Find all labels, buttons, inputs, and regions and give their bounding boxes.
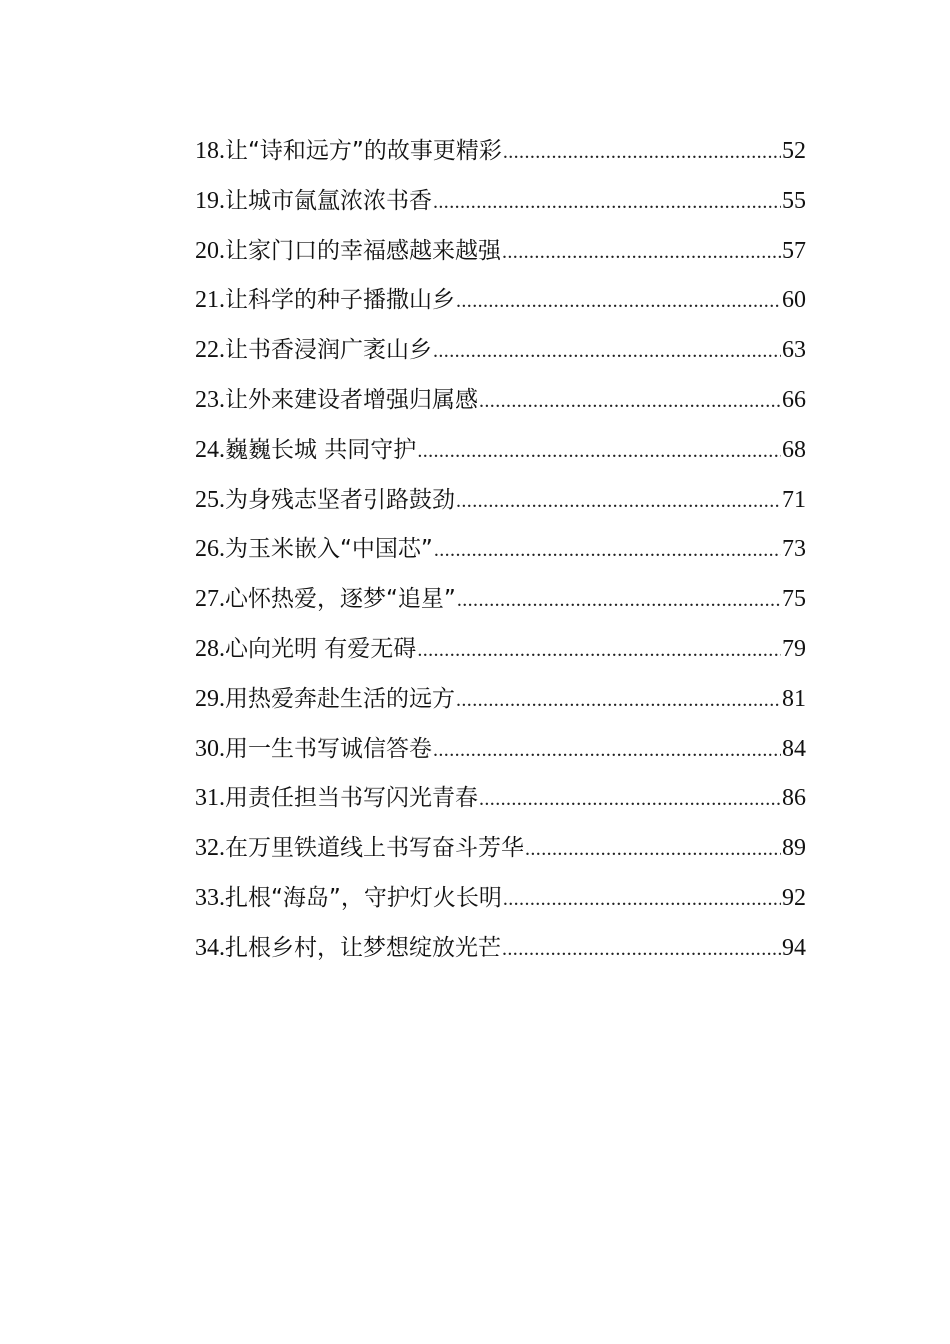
dot-leader [433, 730, 781, 770]
toc-entry[interactable] [195, 679, 806, 729]
toc-entry-page: 66 [782, 386, 806, 413]
toc-entry[interactable] [195, 629, 806, 679]
toc-entry[interactable] [195, 181, 806, 231]
dot-leader [502, 232, 781, 272]
toc-entry[interactable] [195, 828, 806, 878]
toc-entry-number: 20. [195, 237, 225, 264]
toc-entry-title: 让科学的种子播撒山乡 [225, 287, 455, 314]
dot-leader [433, 182, 781, 222]
dot-leader [525, 829, 781, 869]
dot-leader [433, 331, 781, 371]
toc-entry-title: 让家门口的幸福感越来越强 [225, 237, 501, 264]
toc-entry-page: 68 [782, 436, 806, 463]
dot-leader [434, 530, 781, 570]
toc-entry-page: 84 [782, 735, 806, 762]
toc-entry-number: 24. [195, 436, 225, 463]
table-of-contents [195, 131, 806, 978]
toc-entry[interactable] [195, 529, 806, 579]
toc-entry-number: 22. [195, 337, 225, 364]
dot-leader [479, 381, 781, 421]
toc-entry-number: 29. [195, 685, 225, 712]
toc-entry[interactable] [195, 430, 806, 480]
toc-entry-number: 33. [195, 884, 225, 911]
dot-leader [417, 630, 781, 670]
toc-entry-title: 在万里铁道线上书写奋斗芳华 [225, 835, 524, 862]
dot-leader [417, 431, 781, 471]
toc-entry-page: 63 [782, 337, 806, 364]
toc-entry-title: 用一生书写诚信答卷 [225, 735, 432, 762]
dot-leader [479, 779, 781, 819]
toc-entry-title: 巍巍长城 共同守护 [225, 436, 417, 463]
toc-entry-title: 扎根“海岛”，守护灯火长明 [225, 884, 502, 911]
dot-leader [503, 879, 781, 919]
toc-entry-title: 为玉米嵌入“中国芯” [225, 536, 433, 563]
toc-entry-title: 让外来建设者增强归属感 [225, 386, 478, 413]
toc-entry-page: 52 [782, 138, 806, 164]
toc-entry-page: 55 [782, 187, 806, 214]
toc-entry-title: 让城市氤氲浓浓书香 [225, 187, 432, 214]
toc-entry-number: 30. [195, 735, 225, 762]
toc-entry[interactable] [195, 380, 806, 430]
toc-entry-number: 34. [195, 934, 225, 961]
toc-entry[interactable] [195, 231, 806, 281]
toc-entry[interactable] [195, 878, 806, 928]
toc-entry-page: 86 [782, 785, 806, 812]
toc-entry-number: 27. [195, 586, 225, 613]
dot-leader [456, 281, 781, 321]
toc-entry[interactable] [195, 280, 806, 330]
dot-leader [503, 132, 781, 172]
toc-entry[interactable] [195, 778, 806, 828]
toc-entry-title: 为身残志坚者引路鼓劲 [225, 486, 455, 513]
toc-entry-title: 扎根乡村，让梦想绽放光芒 [225, 934, 501, 961]
toc-entry-page: 75 [782, 586, 806, 613]
toc-entry-number: 28. [195, 635, 225, 662]
toc-entry-number: 26. [195, 536, 225, 563]
toc-entry-title: 用热爱奔赴生活的远方 [225, 685, 455, 712]
toc-entry[interactable] [195, 330, 806, 380]
toc-entry-number: 19. [195, 187, 225, 214]
toc-entry-page: 73 [782, 536, 806, 563]
dot-leader [457, 580, 781, 620]
toc-entry-page: 57 [782, 237, 806, 264]
toc-entry-title: 用责任担当书写闪光青春 [225, 785, 478, 812]
toc-entry-number: 32. [195, 835, 225, 862]
toc-entry-page: 60 [782, 287, 806, 314]
dot-leader [456, 481, 781, 521]
toc-entry-number: 21. [195, 287, 225, 314]
toc-entry-title: 让“诗和远方”的故事更精彩 [225, 138, 502, 164]
toc-entry[interactable] [195, 131, 806, 181]
dot-leader [456, 680, 781, 720]
toc-entry-page: 79 [782, 635, 806, 662]
toc-entry-title: 心怀热爱，逐梦“追星” [225, 586, 456, 613]
toc-entry[interactable] [195, 579, 806, 629]
toc-entry-page: 71 [782, 486, 806, 513]
toc-entry[interactable] [195, 928, 806, 978]
toc-entry-title: 心向光明 有爱无碍 [225, 635, 417, 662]
toc-entry-page: 89 [782, 835, 806, 862]
toc-entry-page: 81 [782, 685, 806, 712]
toc-entry-number: 31. [195, 785, 225, 812]
toc-entry-number: 25. [195, 486, 225, 513]
toc-entry[interactable] [195, 729, 806, 779]
toc-entry[interactable] [195, 480, 806, 530]
toc-entry-page: 92 [782, 884, 806, 911]
toc-entry-page: 94 [782, 934, 806, 961]
toc-entry-number: 23. [195, 386, 225, 413]
toc-entry-title: 让书香浸润广袤山乡 [225, 337, 432, 364]
toc-entry-number: 18. [195, 138, 225, 164]
dot-leader [502, 929, 781, 969]
